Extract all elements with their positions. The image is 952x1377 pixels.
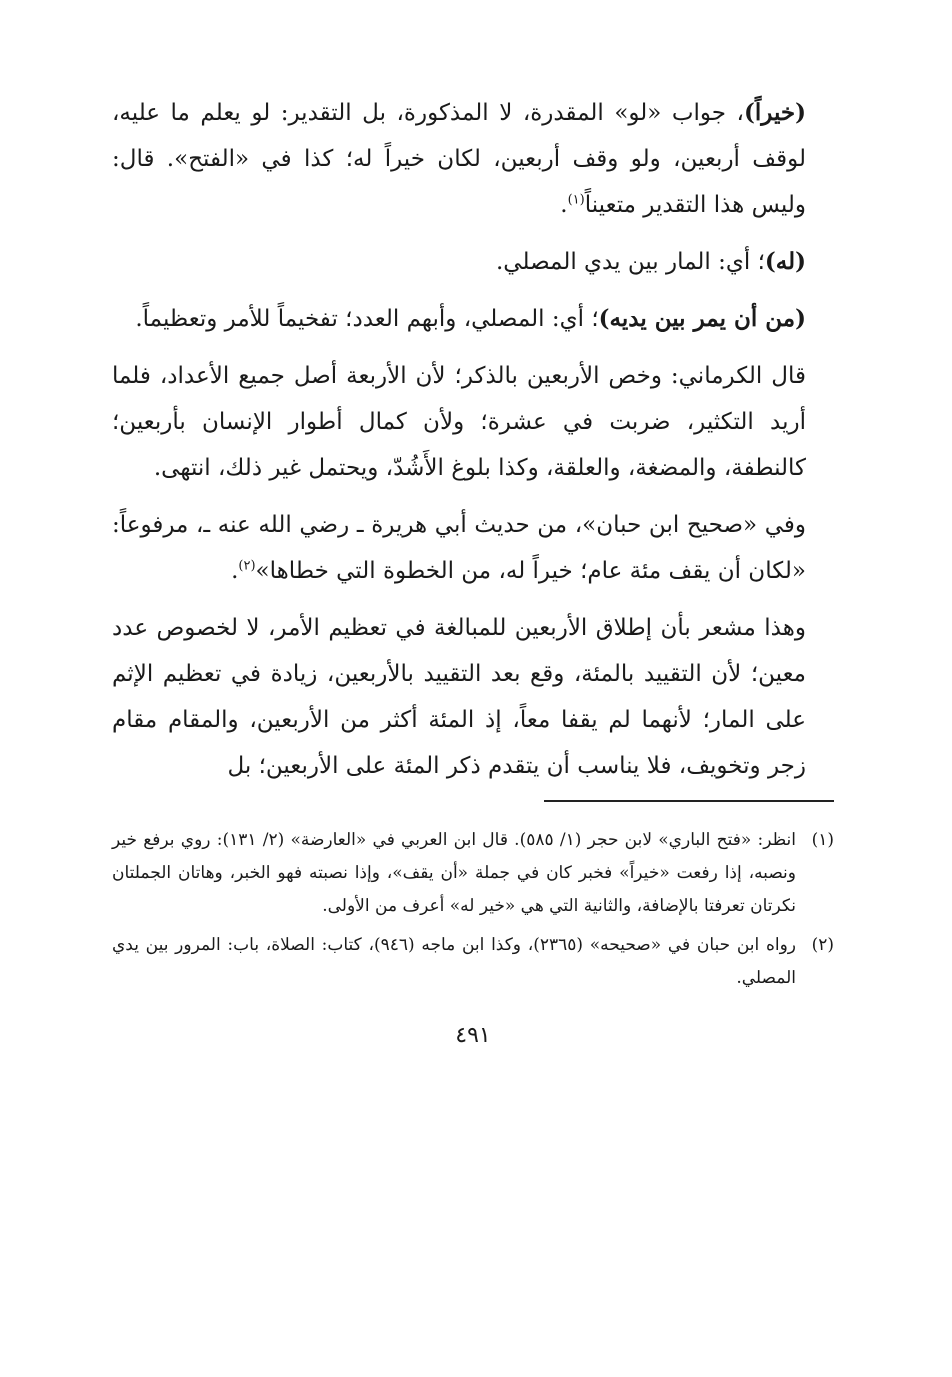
book-page bbox=[112, 90, 834, 1350]
paragraph-3-lead: (من أن يمر بين يديه) bbox=[598, 305, 806, 332]
footnotes bbox=[112, 824, 834, 995]
paragraph-5 bbox=[112, 502, 834, 594]
paragraph-4-text: قال الكرماني: وخص الأربعين بالذكر؛ لأن الأربعة أصل جميع الأعداد، فلما أريد التكثير، ضربت في عشرة؛ ولأن كمال أطوار الإنسان بأربعين؛ كالنطفة، والمضغة، والعلقة، وكذا بلوغ الأَشُدّ، ويحتمل غير ذلك، انتهى. bbox=[112, 363, 806, 481]
paragraph-6-text: وهذا مشعر بأن إطلاق الأربعين للمبالغة في تعظيم الأمر، لا لخصوص عدد معين؛ لأن التقييد بالمئة، وقع بعد التقييد بالأربعين، زيادة في تعظيم الإثم على المار؛ لأنهما لم يقفا معاً، إذ المئة أكثر من الأربعين، والمقام مقام زجر وتخويف، فلا يناسب أن يتقدم ذكر المئة على الأربعين؛ بل bbox=[112, 615, 806, 779]
page-number: ٤٩١ bbox=[455, 1023, 491, 1048]
paragraph-3 bbox=[112, 296, 834, 342]
paragraph-5-text: وفي «صحيح ابن حبان»، من حديث أبي هريرة ـ رضي الله عنه ـ، مرفوعاً: «لكان أن يقف مئة عام؛ خيراً له، من الخطوة التي خطاها» bbox=[112, 512, 806, 584]
paragraph-4 bbox=[112, 353, 834, 491]
paragraph-6 bbox=[112, 605, 834, 789]
footnote-separator bbox=[544, 800, 834, 802]
footnote-ref-2: (٢) bbox=[238, 558, 256, 574]
paragraph-1-tail: . bbox=[560, 192, 568, 218]
footnote-2 bbox=[112, 929, 834, 995]
main-text bbox=[112, 90, 834, 789]
footnote-2-text: رواه ابن حبان في «صحيحه» (٢٣٦٥)، وكذا ابن ماجه (٩٤٦)، كتاب: الصلاة، باب: المرور بين يدي المصلي. bbox=[112, 935, 797, 988]
footnote-ref-1: (١) bbox=[567, 192, 585, 208]
footnote-1-number: (١) bbox=[811, 830, 834, 850]
paragraph-2-text: ؛ أي: المار بين يدي المصلي. bbox=[496, 249, 765, 275]
footnote-1 bbox=[112, 824, 834, 923]
paragraph-2-lead: (له) bbox=[764, 248, 806, 275]
footnote-2-number: (٢) bbox=[811, 935, 834, 955]
paragraph-2 bbox=[112, 239, 834, 285]
paragraph-1 bbox=[112, 90, 834, 228]
paragraph-5-tail: . bbox=[231, 558, 239, 584]
paragraph-1-lead: (خيراً) bbox=[743, 99, 806, 126]
paragraph-3-text: ؛ أي: المصلي، وأبهم العدد؛ تفخيماً للأمر وتعظيماً. bbox=[135, 306, 599, 332]
paragraph-1-text: ، جواب «لو» المقدرة، لا المذكورة، بل التقدير: لو يعلم ما عليه، لوقف أربعين، ولو وقف أربعين، لكان خيراً له؛ كذا في «الفتح». قال: وليس هذا التقدير متعيناً bbox=[112, 100, 806, 218]
footnote-1-text: انظر: «فتح الباري» لابن حجر (١/ ٥٨٥). قال ابن العربي في «العارضة» (٢/ ١٣١): روي برفع خير ونصبه، إذا رفعت «خيراً» فخبر كان في جملة «أن يقف»، وإذا نصبته فهو الخبر، وهاتان الجملتان نكرتان تعرفتا بالإضافة، والثانية التي هي «خير له» أعرف من الأولى. bbox=[112, 830, 797, 916]
